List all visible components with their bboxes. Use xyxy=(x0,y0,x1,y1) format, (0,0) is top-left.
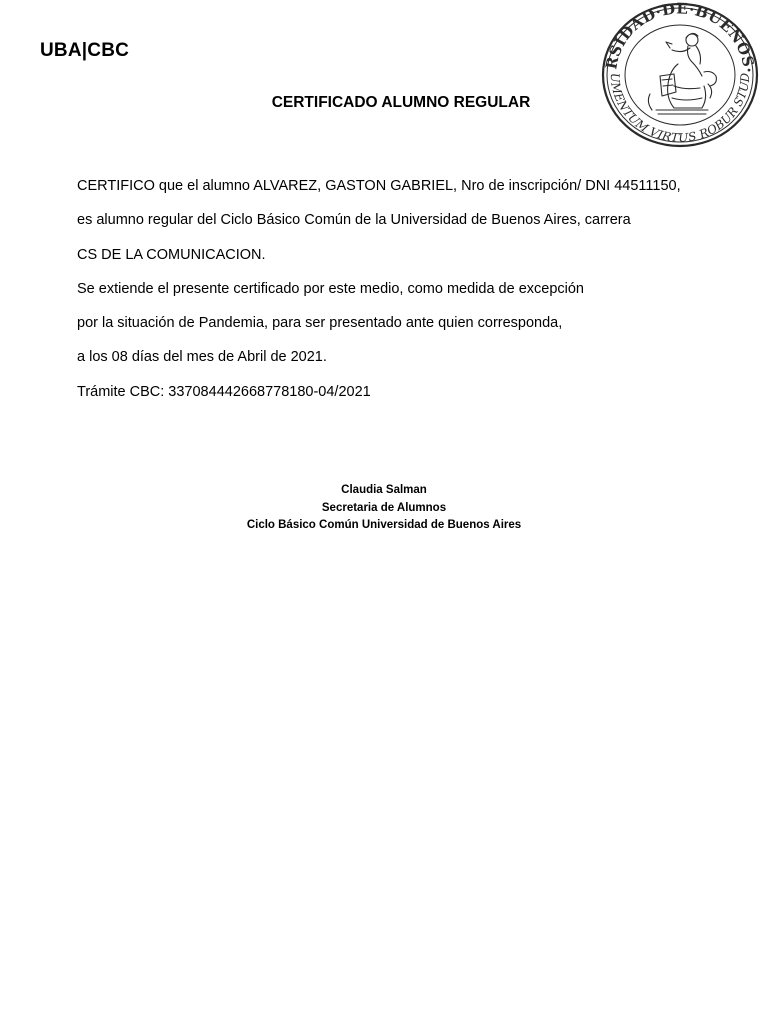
signer-name: Claudia Salman xyxy=(341,484,427,496)
signer-role: Secretaria de Alumnos xyxy=(321,501,447,514)
certificate-title: CERTIFICADO ALUMNO REGULAR xyxy=(271,94,531,111)
body-line: por la situación de Pandemia, para ser presentado ante quien corresponda, xyxy=(77,315,563,332)
seal-lower-text: UMENTUM VIRTUS ROBUR STUD xyxy=(607,72,753,145)
body-line: a los 08 días del mes de Abril de 2021. xyxy=(77,349,327,366)
signer-institution: Ciclo Básico Común Universidad de Buenos Aires xyxy=(246,519,522,531)
brand-logo-text: UBA|CBC xyxy=(40,40,130,61)
university-seal-icon xyxy=(600,2,760,148)
signature-block xyxy=(0,482,768,535)
body-line: es alumno regular del Ciclo Básico Común de la Universidad de Buenos Aires, carrera xyxy=(77,212,631,229)
body-line: Se extiende el presente certificado por este medio, como medida de excepción xyxy=(77,280,584,297)
seal-upper-text: RSIDAD·DE·BUENOS· xyxy=(602,2,759,74)
body-line: CS DE LA COMUNICACION. xyxy=(77,246,266,263)
body-line: CERTIFICO que el alumno ALVAREZ, GASTON GABRIEL, Nro de inscripción/ DNI 44511150, xyxy=(77,178,681,194)
tramite-line: Trámite CBC: 337084442668778180-04/2021 xyxy=(77,383,371,400)
certificate-body xyxy=(77,176,757,416)
